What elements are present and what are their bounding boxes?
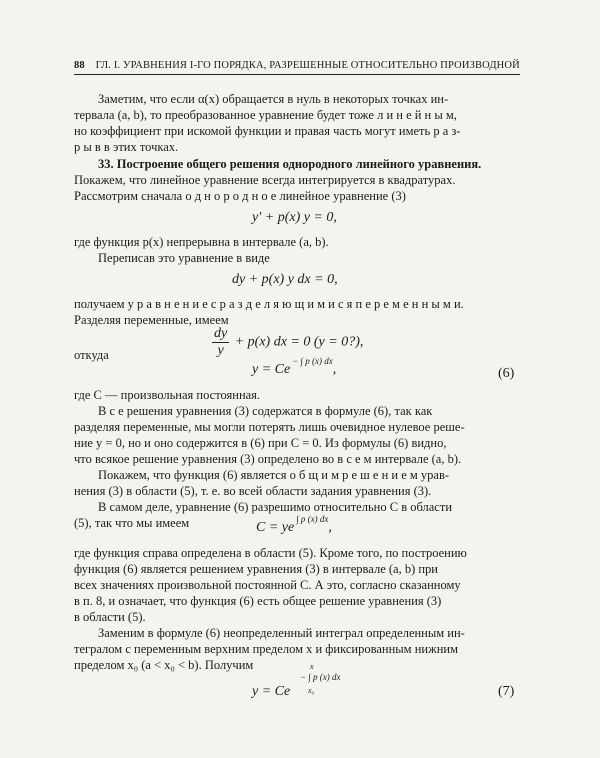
formula-homogeneous-equation: y′ + p(x) y = 0, [252, 210, 337, 225]
text-line: откуда [74, 348, 109, 362]
text-line: в области (5). [74, 610, 146, 624]
formula-constant-expression [256, 514, 332, 536]
formula-main: C = ye [256, 520, 295, 535]
formula-definite-integral-solution [252, 662, 341, 700]
text-line: Рассмотрим сначала о д н о р о д н о е линейное уравнение (3) [74, 189, 406, 203]
text-line: в п. 8, и означает, что функция (6) есть общее решение уравнения (3) [74, 594, 442, 608]
text-line: Переписав это уравнение в виде [98, 251, 270, 265]
formula-exponent: − ∫ p (x) dx [300, 672, 341, 682]
formula-main: y = Ce [252, 362, 291, 377]
formula-comma: , [328, 520, 332, 535]
running-title: ГЛ. I. УРАВНЕНИЯ I-ГО ПОРЯДКА, РАЗРЕШЕННЫЕ ОТНОСИТЕЛЬНО ПРОИЗВОДНОЙ [95, 60, 520, 71]
text-line: пределом x₀ (a < x₀ < b). Получим [74, 658, 254, 672]
text-line: нения (3) в области (5), т. е. во всей области задания уравнения (3). [74, 484, 432, 498]
running-header [74, 60, 520, 75]
text-line: тервала (a, b), то преобразованное уравнение будет тоже л и н е й н ы м, [74, 108, 457, 122]
text-line: что всякое решение уравнения (3) определено во в с е м интервале (a, b). [74, 452, 462, 466]
text-line: (5), так что мы имеем [74, 516, 190, 530]
text-line: всех значениях произвольной постоянной C. А это, согласно сказанному [74, 578, 461, 592]
text-line: где C — произвольная постоянная. [74, 388, 261, 402]
formula-differential-form: dy + p(x) y dx = 0, [232, 272, 338, 287]
text-line: В с е решения уравнения (3) содержатся в формуле (6), так как [98, 404, 433, 418]
formula-general-solution [252, 356, 337, 378]
formula-comma: , [332, 362, 337, 377]
formula-exponent: ∫ p (x) dx [296, 514, 329, 524]
section-heading: 33. Построение общего решения однородного линейного уравнения. [98, 157, 482, 171]
formula-main: y = Ce [252, 684, 291, 699]
text-line: тегралом с переменным верхним пределом x и фиксированным нижним [74, 642, 458, 656]
text-line: функция (6) является решением уравнения (3) в интервале (a, b) при [74, 562, 438, 576]
formula-exponent: − ∫ p (x) dx [292, 356, 333, 366]
text-line: ние y = 0, но и оно содержится в (6) при C = 0. Из формулы (6) видно, [74, 436, 447, 450]
text-line: Покажем, что линейное уравнение всегда интегрируется в квадратурах. [74, 173, 456, 187]
text-line: разделяя переменные, мы могли потерять лишь очевидное нулевое реше- [74, 420, 465, 434]
text-line: Покажем, что функция (6) является о б щ и м р е ш е н и е м урав- [98, 468, 450, 482]
equation-number-6: (6) [498, 366, 515, 381]
text-line: где функция справа определена в области (5). Кроме того, по построению [74, 546, 467, 560]
text-line: Заменим в формуле (6) неопределенный интеграл определенным ин- [98, 626, 465, 640]
text-line: р ы в в этих точках. [74, 140, 179, 154]
integral-upper-limit: x [310, 662, 314, 671]
integral-lower-limit: x₀ [308, 686, 315, 695]
fraction-numerator: dy [214, 326, 228, 341]
equation-number-7: (7) [498, 684, 515, 699]
page-number: 88 [74, 60, 85, 71]
text-line: получаем у р а в н е н и е с р а з д е л я ю щ и м и с я п е р е м е н н ы м и. [74, 297, 464, 311]
text-line: Разделяя переменные, имеем [74, 313, 229, 327]
text-line: где функция p(x) непрерывна в интервале (a, b). [74, 235, 329, 249]
fraction-denominator: y [217, 343, 224, 358]
text-line: но коэффициент при искомой функции и правая часть могут иметь р а з- [74, 124, 461, 138]
formula-rest: + p(x) dx = 0 (y = 0?), [234, 334, 364, 350]
text-line: В самом деле, уравнение (6) разрешимо относительно C в области [98, 500, 453, 514]
text-line: Заметим, что если α(x) обращается в нуль в некоторых точках ин- [98, 92, 449, 106]
